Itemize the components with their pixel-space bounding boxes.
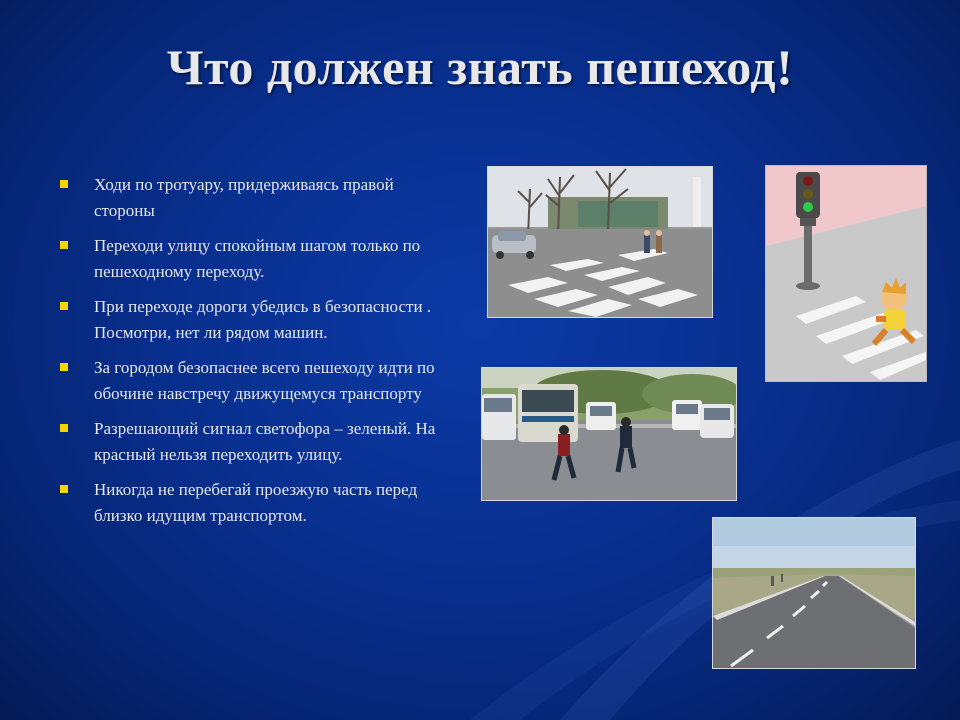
bullet-square-icon bbox=[60, 485, 68, 493]
bullet-list bbox=[58, 172, 458, 538]
bullet-square-icon bbox=[60, 180, 68, 188]
bullet-item bbox=[58, 355, 458, 407]
country-road-photo bbox=[712, 517, 916, 669]
bullet-item bbox=[58, 233, 458, 285]
bullet-text: За городом безопаснее всего пешеходу идти по обочине навстречу движущемуся транспорту bbox=[94, 358, 435, 403]
bullet-square-icon bbox=[60, 241, 68, 249]
bullet-item bbox=[58, 477, 458, 529]
bullet-text: Разрешающий сигнал светофора – зеленый. На красный нельзя переходить улицу. bbox=[94, 419, 436, 464]
bullet-item bbox=[58, 172, 458, 224]
slide-title: Что должен знать пешеход! bbox=[166, 39, 794, 95]
bullet-text: При переходе дороги убедись в безопасности . Посмотри, нет ли рядом машин. bbox=[94, 297, 432, 342]
bullet-text: Ходи по тротуару, придерживаясь правой стороны bbox=[94, 175, 394, 220]
bullet-item bbox=[58, 416, 458, 468]
bullet-text: Переходи улицу спокойным шагом только по пешеходному переходу. bbox=[94, 236, 421, 281]
bullet-item bbox=[58, 294, 458, 346]
children-crossing-road-photo bbox=[481, 367, 737, 501]
crosswalk-street-photo bbox=[487, 166, 713, 318]
bullet-square-icon bbox=[60, 424, 68, 432]
bullet-text: Никогда не перебегай проезжую часть перед близко идущим транспортом. bbox=[94, 480, 418, 525]
bullet-square-icon bbox=[60, 363, 68, 371]
bullet-square-icon bbox=[60, 302, 68, 310]
traffic-light-cartoon-image bbox=[765, 165, 927, 382]
